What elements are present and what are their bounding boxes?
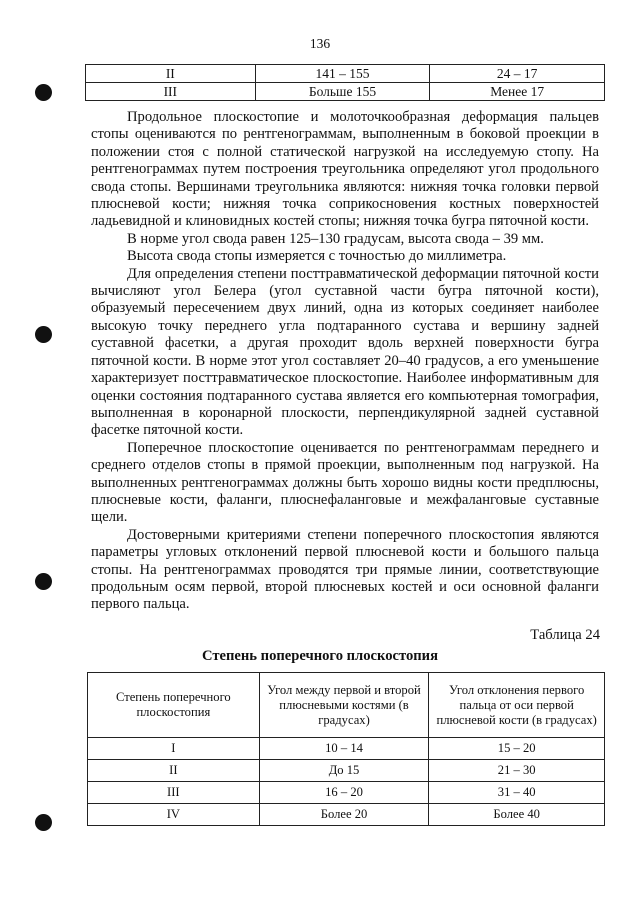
body-text (91, 109, 599, 614)
table-title: Степень поперечного плоскостопия (202, 648, 438, 664)
table-cell: 10 – 14 (259, 738, 429, 760)
punch-hole-1 (35, 84, 52, 101)
table-cell: III (86, 83, 256, 101)
paragraph: Высота свода стопы измеряется с точностью до миллиметра. (127, 248, 507, 265)
table-cell: До 15 (259, 760, 429, 782)
table-header-cell: Угол между первой и второй плюсневыми костями (в градусах) (259, 673, 429, 738)
table-cell: 15 – 20 (429, 738, 605, 760)
paragraph: В норме угол свода равен 125–130 градусам, высота свода – 39 мм. (127, 230, 544, 247)
paragraph: Достоверными критериями степени поперечного плоскостопия являются параметры угловых отклонений первой плюсневой кости и большого пальца стопы. На рентгенограммах проводятся три прямые линии, соответствующие продольным осям первой, второй плюсневых костей и оси основной фаланги первого пальца. (91, 526, 599, 613)
table-cell: II (86, 65, 256, 83)
table-cell: Менее 17 (430, 83, 605, 101)
table-cell: III (88, 782, 260, 804)
paragraph: Для определения степени посттравматической деформации пяточной кости вычисляют угол Белера (угол суставной части бугра пяточной кости), образуемый пересечением двух линий, одна из которых соединяет наиболее высокую точку переднего угла подтаранного сустава и вершину задней суставной фасетки, а другая проходит вдоль верхней поверхности бугра пяточной кости. В норме этот угол составляет 20–40 градусов, а его уменьшение характеризует посттравматическое плоскостопие. Наиболее информативным для оценки состояния подтаранного сустава является его компьютерная томография, выполненная в коронарной плоскости, перпендикулярной задней суставной фасетке пяточной кости. (91, 265, 599, 439)
table-row (88, 782, 605, 804)
table-cell: Более 20 (259, 804, 429, 826)
table-row (88, 760, 605, 782)
paragraph: Поперечное плоскостопие оценивается по рентгенограммам переднего и среднего отделов стопы в прямой проекции, выполненным под нагрузкой. На выполненных рентгенограммах должны быть хорошо видны кости предплюсны, плюсневые кости, фаланги, плюснефаланговые и межфаланговые суставные щели. (91, 439, 599, 526)
table-cell: 16 – 20 (259, 782, 429, 804)
table-cell: II (88, 760, 260, 782)
table-cell: 24 – 17 (430, 65, 605, 83)
page-number: 136 (309, 36, 331, 51)
continued-table (85, 64, 605, 101)
table-row (88, 738, 605, 760)
table-cell: 141 – 155 (255, 65, 430, 83)
paragraph: Продольное плоскостопие и молоточкообразная деформация пальцев стопы оцениваются по рентгенограммам, выполненным в боковой проекции в положении стоя с полной статической нагрузкой на исследуемую стопу. На рентгенограммах путем построения треугольника определяют угол продольного свода стопы. Вершинами треугольника являются: нижняя точка головки первой плюсневой кости; нижняя точка соприкосновения костных поверхностей ладьевидной и клиновидных костей стопы; нижняя точка бугра пяточной кости. (91, 109, 599, 230)
table-cell: I (88, 738, 260, 760)
table-cell: 31 – 40 (429, 782, 605, 804)
table-cell: IV (88, 804, 260, 826)
table-header-row (88, 673, 605, 738)
flatfoot-degree-table (87, 672, 605, 826)
table-row (86, 83, 605, 101)
table-row (86, 65, 605, 83)
table-cell: 21 – 30 (429, 760, 605, 782)
table-header-cell: Степень поперечного плоскостопия (88, 673, 260, 738)
punch-hole-3 (35, 573, 52, 590)
table-caption: Таблица 24 (530, 627, 600, 643)
punch-hole-4 (35, 814, 52, 831)
table-cell: Более 40 (429, 804, 605, 826)
punch-hole-2 (35, 326, 52, 343)
table-row (88, 804, 605, 826)
table-cell: Больше 155 (255, 83, 430, 101)
table-header-cell: Угол отклонения первого пальца от оси первой плюсневой кости (в градусах) (429, 673, 605, 738)
